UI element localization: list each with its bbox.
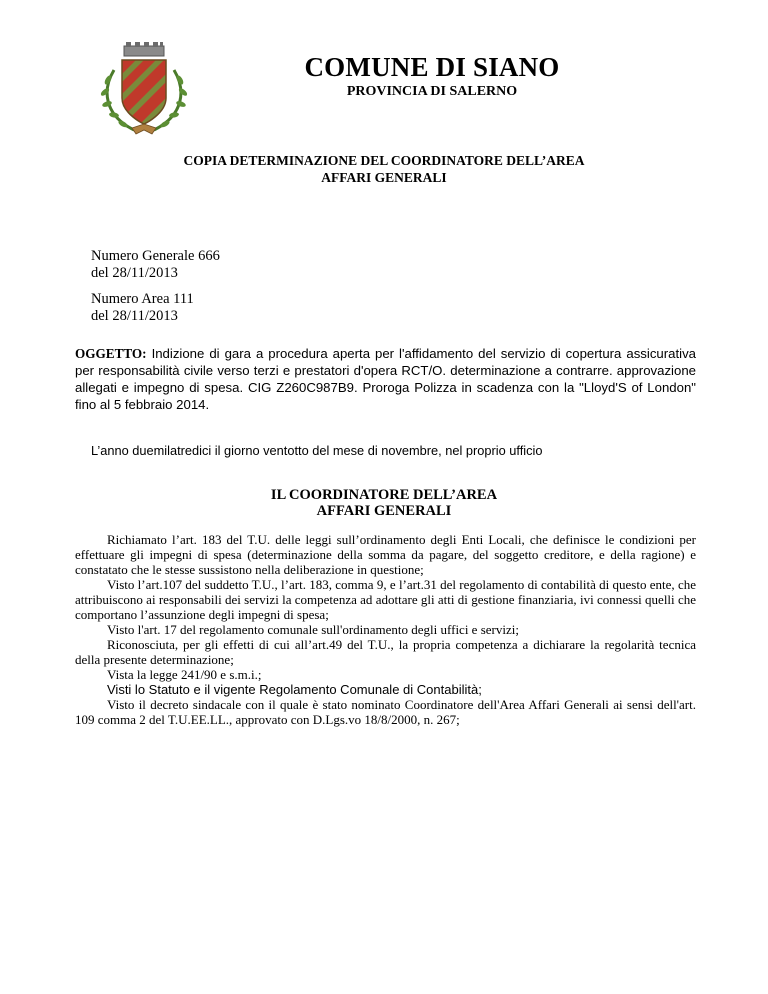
body-paragraph: Visto l’art.107 del suddetto T.U., l’art. 183, comma 9, e l’art.31 del regolamento di contabilità di questo ente, che attribuiscono ai responsabili dei servizi la competenza ad adottare gli atti di gestione finanziaria, ivi connessi quelli che comportano l’assunzione degli impegni di spesa; [75,577,696,622]
numero-generale: Numero Generale 666 [91,248,220,264]
subject-text: Indizione di gara a procedura aperta per l'affidamento del servizio di copertura assicurativa per responsabilità civile verso terzi e prestatori d'opera RCT/O. determinazione a contrarre. approvazione allegati e impegno di spesa. CIG Z260C987B9. Proroga Polizza in scadenza con la "Lloyd'S of London" fino al 5 febbraio 2014. [75,346,696,412]
section-heading-line: AFFARI GENERALI [316,503,452,519]
subject-label: OGGETTO: [75,346,147,361]
numero-generale-date: del 28/11/2013 [91,265,178,281]
document-heading-line: AFFARI GENERALI [321,170,447,185]
body-paragraph: Richiamato l’art. 183 del T.U. delle leggi sull’ordinamento degli Enti Locali, che definisce le condizioni per effettuare gli impegni di spesa (determinazione della somma da pagare, del soggetto creditore, e della ragione) e constatato che le stesse sussistono nella deliberazione in questione; [75,532,696,577]
numero-area: Numero Area 111 [91,291,194,307]
province-subtitle: PROVINCIA DI SALERNO [346,84,518,99]
municipal-crest-logo [96,40,192,140]
body-paragraph: Visto l'art. 17 del regolamento comunale sull'ordinamento degli uffici e servizi; [107,622,519,637]
section-heading [84,487,684,519]
body-paragraph: Visti lo Statuto e il vigente Regolamento Comunale di Contabilità; [107,682,482,697]
body-paragraph: Riconosciuta, per gli effetti di cui all’art.49 del T.U., la propria competenza a dichiarare la regolarità tecnica della presente determinazione; [75,637,696,667]
numero-area-date: del 28/11/2013 [91,308,178,324]
section-heading-line: IL COORDINATORE DELL’AREA [270,487,498,503]
document-body [75,532,696,727]
subject-section [75,345,696,413]
numero-generale-block [91,248,220,282]
municipality-title: COMUNE DI SIANO [304,52,560,82]
body-paragraph: Visto il decreto sindacale con il quale è stato nominato Coordinatore dell'Area Affari Generali ai sensi dell'art. 109 comma 2 del T.U.EE.LL., approvato con D.Lgs.vo 18/8/2000, n. 267; [75,697,696,727]
document-heading [84,152,684,186]
body-paragraph: Vista la legge 241/90 e s.m.i.; [107,667,262,682]
document-heading-line: COPIA DETERMINAZIONE DEL COORDINATORE DELL’AREA [183,153,585,168]
numero-area-block [91,291,194,325]
intro-sentence: L’anno duemilatredici il giorno ventotto del mese di novembre, nel proprio ufficio [91,443,543,458]
